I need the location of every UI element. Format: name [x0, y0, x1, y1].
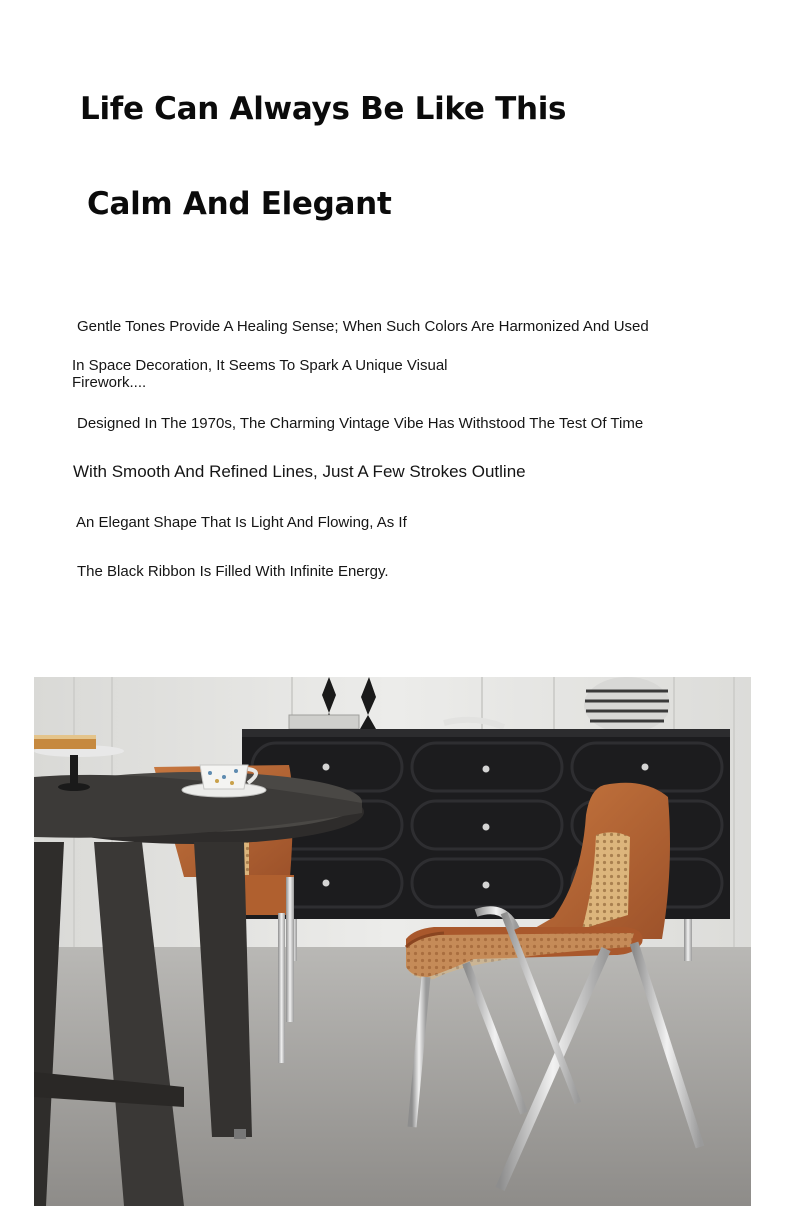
- description-line: Firework....: [72, 374, 147, 391]
- description-line: With Smooth And Refined Lines, Just A Few Strokes Outline: [73, 462, 526, 481]
- description-line: In Space Decoration, It Seems To Spark A Unique Visual: [72, 357, 448, 374]
- product-photo: [34, 677, 751, 1206]
- description-line: The Black Ribbon Is Filled With Infinite Energy.: [77, 563, 389, 580]
- headline-primary: Life Can Always Be Like This: [80, 91, 567, 127]
- headline-secondary: Calm And Elegant: [87, 186, 392, 222]
- description-line: Gentle Tones Provide A Healing Sense; When Such Colors Are Harmonized And Used: [77, 318, 649, 335]
- description-line: An Elegant Shape That Is Light And Flowing, As If: [76, 514, 407, 531]
- description-line: Designed In The 1970s, The Charming Vintage Vibe Has Withstood The Test Of Time: [77, 415, 644, 432]
